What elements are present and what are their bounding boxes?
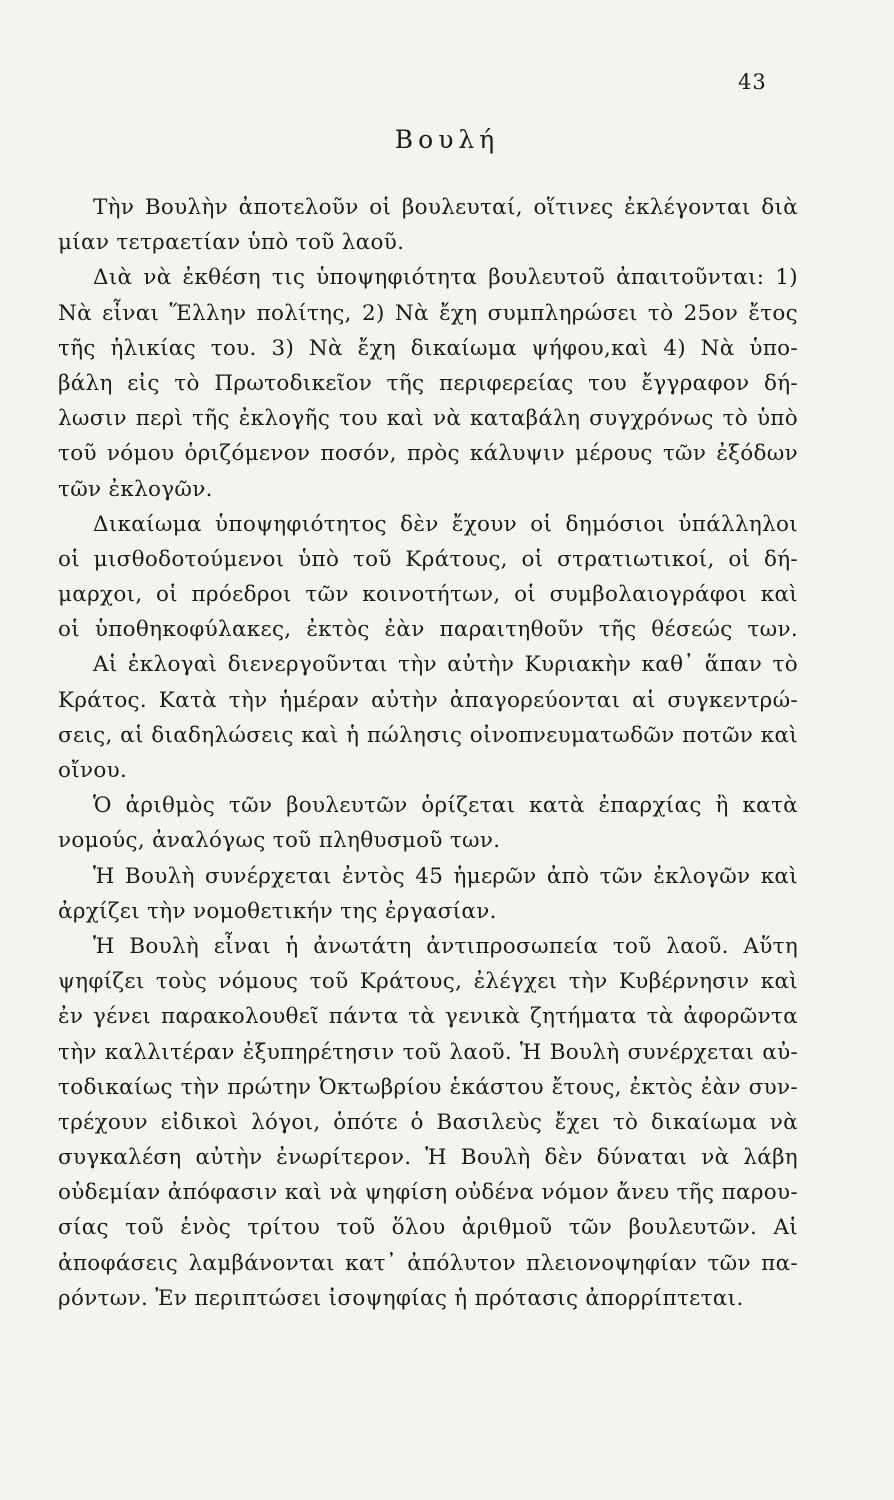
text-line: νομούς, ἀναλόγως τοῦ πληθυσμοῦ των. [58,828,501,854]
text-line: ἀρχίζει τὴν νομοθετικήν της ἐργασίαν. [58,898,497,924]
text-line: Αἱ ἐκλογαὶ διενεργοῦνται τὴν αὐτὴν Κυριακὴν καθ᾿ ἅπαν τὸ [93,652,798,678]
text-line: λωσιν περὶ τῆς ἐκλογῆς του καὶ νὰ καταβάλη συγχρόνως τὸ ὑπὸ [58,406,798,432]
text-line: τοῦ νόμου ὁριζόμενον ποσόν, πρὸς κάλυψιν μέρους τῶν ἐξόδων [58,441,798,467]
text-line: Διὰ νὰ ἐκθέση τις ὑποψηφιότητα βουλευτοῦ ἀπαιτοῦνται: 1) [93,265,798,291]
text-line: οὐδεμίαν ἀπόφασιν καὶ νὰ ψηφίση οὐδένα νόμον ἄνευ τῆς παρου- [58,1180,798,1206]
text-line: Κράτος. Κατὰ τὴν ἡμέραν αὐτὴν ἀπαγορεύονται αἱ συγκεντρώ- [58,687,798,713]
text-line: βάλη εἰς τὸ Πρωτοδικεῖον τῆς περιφερείας του ἔγγραφον δή- [58,370,798,396]
text-line: οἱ ὑποθηκοφύλακες, ἐκτὸς ἐὰν παραιτηθοῦν τῆς θέσεώς των. [58,617,798,643]
text-line: τὴν καλλιτέραν ἐξυπηρέτησιν τοῦ λαοῦ. Ἡ Βουλὴ συνέρχεται αὐ- [58,1039,798,1065]
text-line: Ὁ ἀριθμὸς τῶν βουλευτῶν ὁρίζεται κατὰ ἐπαρχίας ἢ κατὰ [93,793,798,819]
text-line: Ἡ Βουλὴ συνέρχεται ἐντὸς 45 ἡμερῶν ἀπὸ τῶν ἐκλογῶν καὶ [93,863,798,889]
text-line: ρόντων. Ἐν περιπτώσει ἰσοψηφίας ἡ πρότασις ἀπορρίπτεται. [58,1285,744,1311]
text-line: τῆς ἡλικίας του. 3) Νὰ ἔχη δικαίωμα ψήφου,καὶ 4) Νὰ ὑπο- [58,335,798,361]
section-heading: Βουλή [394,125,500,154]
text-line: οἴνου. [58,758,128,783]
text-line: ψηφίζει τοὺς νόμους τοῦ Κράτους, ἐλέγχει τὴν Κυβέρνησιν καὶ [58,969,798,995]
text-line: τρέχουν εἰδικοὶ λόγοι, ὁπότε ὁ Βασιλεὺς ἔχει τὸ δικαίωμα νὰ [58,1109,798,1135]
page-number: 43 [738,70,767,94]
text-line: σίας τοῦ ἑνὸς τρίτου τοῦ ὅλου ἀριθμοῦ τῶν βουλευτῶν. Αἱ [58,1215,798,1241]
text-line: συγκαλέση αὐτὴν ἐνωρίτερον. Ἡ Βουλὴ δὲν δύναται νὰ λάβη [58,1145,798,1171]
text-line: Δικαίωμα ὑποψηφιότητος δὲν ἔχουν οἱ δημόσιοι ὑπάλληλοι [93,511,798,537]
text-line: Τὴν Βουλὴν ἀποτελοῦν οἱ βουλευταί, οἵτινες ἐκλέγονται διὰ [93,195,798,220]
text-line: τοδικαίως τὴν πρώτην Ὀκτωβρίου ἑκάστου ἔτους, ἐκτὸς ἐὰν συν- [58,1074,798,1100]
text-line: Νὰ εἶναι Ἕλλην πολίτης, 2) Νὰ ἔχη συμπληρώσει τὸ 25ον ἔτος [58,300,798,326]
text-line: οἱ μισθοδοτούμενοι ὑπὸ τοῦ Κράτους, οἱ στρατιωτικοί, οἱ δή- [58,546,798,572]
text-line: μίαν τετραετίαν ὑπὸ τοῦ λαοῦ. [58,230,405,256]
text-line: Ἡ Βουλὴ εἶναι ἡ ἀνωτάτη ἀντιπροσωπεία τοῦ λαοῦ. Αὕτη [93,933,798,959]
text-line: σεις, αἱ διαδηλώσεις καὶ ἡ πώλησις οἰνοπνευματωδῶν ποτῶν καὶ [58,722,798,748]
text-line: ἀποφάσεις λαμβάνονται κατ᾿ ἀπόλυτον πλειονοψηφίαν τῶν πα- [58,1250,798,1276]
text-line: ἐν γένει παρακολουθεῖ πάντα τὰ γενικὰ ζητήματα τὰ ἀφορῶντα [58,1004,798,1030]
text-line: τῶν ἐκλογῶν. [58,476,213,502]
body-text [58,190,798,1316]
text-line: μαρχοι, οἱ πρόεδροι τῶν κοινοτήτων, οἱ συμβολαιογράφοι καὶ [58,582,798,608]
